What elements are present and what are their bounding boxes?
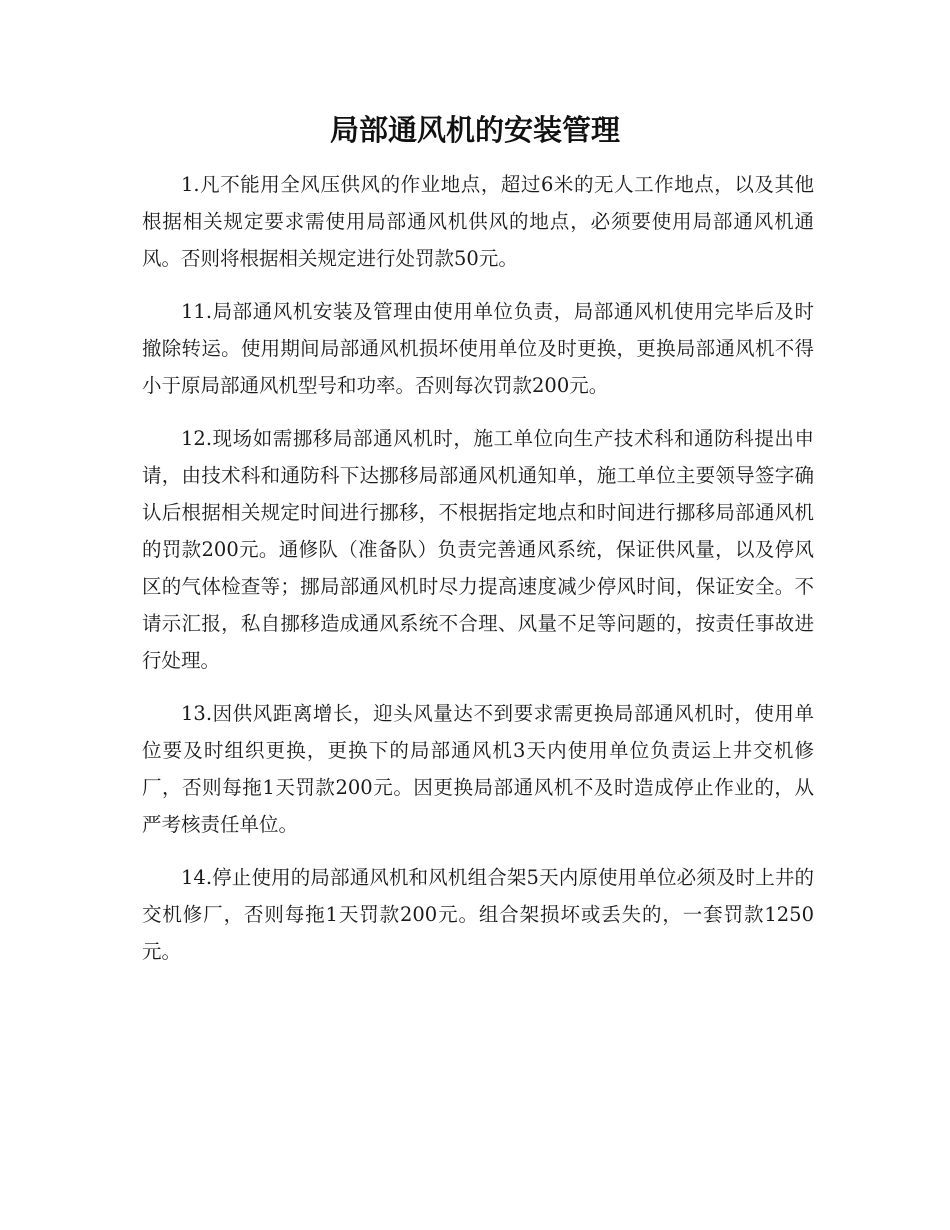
paragraph-1: 1.凡不能用全风压供风的作业地点，超过6米的无人工作地点，以及其他根据相关规定要求需使用局部通风机供风的地点，必须要使用局部通风机通风。否则将根据相关规定进行处罚款50元。: [142, 173, 814, 270]
paragraph-11: 11.局部通风机安装及管理由使用单位负责，局部通风机使用完毕后及时撤除转运。使用期间局部通风机损坏使用单位及时更换，更换局部通风机不得小于原局部通风机型号和功率。否则每次罚款200元。: [142, 300, 814, 397]
paragraph-14: 14.停止使用的局部通风机和风机组合架5天内原使用单位必须及时上井的交机修厂，否则每拖1天罚款200元。组合架损坏或丢失的，一套罚款1250元。: [142, 866, 814, 963]
document-body: [142, 166, 814, 986]
paragraph-12: 12.现场如需挪移局部通风机时，施工单位向生产技术科和通防科提出申请，由技术科和通防科下达挪移局部通风机通知单，施工单位主要领导签字确认后根据相关规定时间进行挪移，不根据指定地点和时间进行挪移局部通风机的罚款200元。通修队（准备队）负责完善通风系统，保证供风量，以及停风区的气体检查等；挪局部通风机时尽力提高速度减少停风时间，保证安全。不请示汇报，私自挪移造成通风系统不合理、风量不足等问题的，按责任事故进行处理。: [142, 427, 814, 672]
paragraph-13: 13.因供风距离增长，迎头风量达不到要求需更换局部通风机时，使用单位要及时组织更换，更换下的局部通风机3天内使用单位负责运上井交机修厂，否则每拖1天罚款200元。因更换局部通风机不及时造成停止作业的，从严考核责任单位。: [142, 702, 814, 836]
document-title: 局部通风机的安装管理: [329, 113, 620, 147]
